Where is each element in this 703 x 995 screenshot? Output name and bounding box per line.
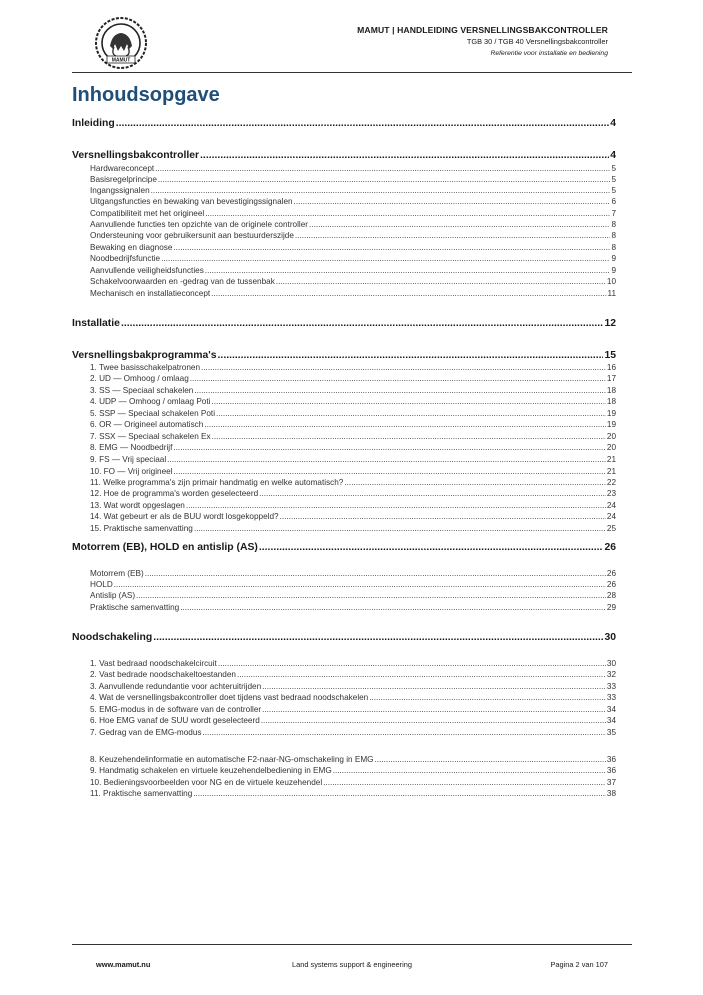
- toc-entry-title: 1. Twee basisschakelpatronen: [90, 363, 200, 372]
- toc-entry-title: Motorrem (EB): [90, 569, 144, 578]
- footer-divider: [72, 944, 632, 945]
- toc-entry-page: 8: [611, 231, 616, 240]
- toc-entry-page: 7: [611, 209, 616, 218]
- toc-entry-title: Ondersteuning voor gebruikersunit aan bestuurderszijde: [90, 231, 294, 240]
- toc-entry-title: 7. Gedrag van de EMG-modus: [90, 728, 202, 737]
- toc-dot-leader: [259, 489, 606, 498]
- toc-entry-title: 9. Handmatig schakelen en virtuele keuzehendelbediening in EMG: [90, 766, 332, 775]
- toc-entry-page: 11: [607, 289, 616, 298]
- toc-entry-page: 5: [611, 175, 616, 184]
- toc-dot-leader: [180, 603, 606, 612]
- toc-section-entry[interactable]: [90, 266, 616, 275]
- toc-dot-leader: [333, 766, 606, 775]
- toc-section-entry[interactable]: [90, 397, 616, 406]
- toc-dot-leader: [259, 542, 604, 553]
- toc-entry-page: 6: [611, 197, 616, 206]
- toc-dot-leader: [205, 266, 611, 275]
- toc-dot-leader: [237, 670, 606, 679]
- toc-entry-title: 3. Aanvullende redundantie voor achteruitrijden: [90, 682, 262, 691]
- toc-entry-page: 18: [606, 397, 616, 406]
- toc-chapter-entry[interactable]: [72, 632, 616, 643]
- toc-entry-page: 15: [604, 350, 616, 361]
- document-subtitle: TGB 30 / TGB 40 Versnellingsbakcontroller: [466, 37, 608, 46]
- toc-section-entry[interactable]: [90, 175, 616, 184]
- toc-section-entry[interactable]: [90, 478, 616, 487]
- toc-dot-leader: [173, 243, 610, 252]
- footer-website-link[interactable]: www.mamut.nu: [96, 960, 151, 969]
- footer-page-number: Pagina 2 van 107: [550, 960, 608, 969]
- toc-entry-title: 12. Hoe de programma's worden geselecteerd: [90, 489, 259, 498]
- toc-section-entry[interactable]: [90, 186, 616, 195]
- toc-chapter-entry[interactable]: [72, 350, 616, 361]
- toc-entry-title: Antislip (AS): [90, 591, 136, 600]
- toc-dot-leader: [203, 728, 606, 737]
- document-subtitle-2: Referentie voor installatie en bediening: [490, 50, 608, 57]
- toc-section-entry[interactable]: [90, 374, 616, 383]
- toc-entry-title: 8. EMG — Noodbedrijf: [90, 443, 173, 452]
- toc-dot-leader: [323, 778, 606, 787]
- toc-dot-leader: [121, 318, 604, 329]
- toc-entry-title: Ingangssignalen: [90, 186, 150, 195]
- toc-section-entry[interactable]: [90, 705, 616, 714]
- toc-section-entry[interactable]: [90, 682, 616, 691]
- toc-entry-page: 26: [604, 542, 616, 553]
- toc-chapter-entry[interactable]: [72, 318, 616, 329]
- toc-entry-page: 16: [606, 363, 616, 372]
- toc-entry-title: 8. Keuzehendelinformatie en automatische F2-naar-NG-omschakeling in EMG: [90, 755, 374, 764]
- toc-section-entry[interactable]: [90, 164, 616, 173]
- toc-entry-page: 12: [604, 318, 616, 329]
- toc-entry-title: 6. OR — Origineel automatisch: [90, 420, 204, 429]
- toc-dot-leader: [153, 632, 603, 643]
- toc-section-entry[interactable]: [90, 489, 616, 498]
- toc-section-entry[interactable]: [90, 778, 616, 787]
- toc-dot-leader: [155, 164, 610, 173]
- toc-entry-page: 18: [606, 386, 616, 395]
- toc-dot-leader: [344, 478, 606, 487]
- toc-section-entry[interactable]: [90, 716, 616, 725]
- toc-entry-title: Mechanisch en installatieconcept: [90, 289, 211, 298]
- toc-entry-page: 22: [606, 478, 616, 487]
- toc-dot-leader: [158, 175, 611, 184]
- toc-entry-title: 11. Praktische samenvatting: [90, 789, 193, 798]
- toc-entry-page: 32: [606, 670, 616, 679]
- toc-entry-page: 36: [606, 766, 616, 775]
- toc-dot-leader: [211, 289, 606, 298]
- toc-entry-title: 6. Hoe EMG vanaf de SUU wordt geselecteerd: [90, 716, 260, 725]
- toc-entry-title: Aanvullende functies ten opzichte van de originele controller: [90, 220, 309, 229]
- toc-entry-title: Schakelvoorwaarden en -gedrag van de tussenbak: [90, 277, 275, 286]
- toc-dot-leader: [261, 716, 606, 725]
- toc-entry-title: 4. Wat de versnellingsbakcontroller doet tijdens vast bedraad noodschakelen: [90, 693, 369, 702]
- toc-entry-title: Noodbedrijfsfunctie: [90, 254, 161, 263]
- toc-entry-title: Uitgangsfuncties en bewaking van bevestigingssignalen: [90, 197, 293, 206]
- toc-section-entry[interactable]: [90, 254, 616, 263]
- toc-entry-page: 8: [611, 220, 616, 229]
- toc-entry-title: 15. Praktische samenvatting: [90, 524, 193, 533]
- toc-entry-page: 28: [606, 591, 616, 600]
- toc-dot-leader: [218, 350, 604, 361]
- toc-section-entry[interactable]: [90, 220, 616, 229]
- toc-section-entry[interactable]: [90, 363, 616, 372]
- toc-dot-leader: [174, 467, 606, 476]
- toc-entry-page: 20: [606, 443, 616, 452]
- toc-heading: Inhoudsopgave: [72, 84, 220, 106]
- toc-entry-page: 24: [606, 512, 616, 521]
- toc-dot-leader: [276, 277, 606, 286]
- toc-chapter-entry[interactable]: [72, 542, 616, 553]
- toc-entry-title: 4. UDP — Omhoog / omlaag Poti: [90, 397, 211, 406]
- toc-section-entry[interactable]: [90, 277, 616, 286]
- toc-dot-leader: [369, 693, 606, 702]
- toc-entry-page: 20: [606, 432, 616, 441]
- toc-entry-title: 9. FS — Vrij speciaal: [90, 455, 167, 464]
- toc-entry-title: Inleiding: [72, 118, 115, 129]
- toc-entry-page: 30: [604, 632, 616, 643]
- toc-dot-leader: [194, 386, 606, 395]
- toc-section-entry[interactable]: [90, 386, 616, 395]
- toc-dot-leader: [145, 569, 606, 578]
- toc-section-entry[interactable]: [90, 755, 616, 764]
- toc-entry-page: 33: [606, 693, 616, 702]
- toc-dot-leader: [216, 409, 606, 418]
- toc-entry-page: 37: [606, 778, 616, 787]
- toc-entry-page: 30: [606, 659, 616, 668]
- toc-entry-title: Versnellingsbakprogramma's: [72, 350, 217, 361]
- toc-entry-page: 19: [606, 420, 616, 429]
- toc-section-entry[interactable]: [90, 409, 616, 418]
- toc-entry-title: Bewaking en diagnose: [90, 243, 173, 252]
- toc-section-entry[interactable]: [90, 670, 616, 679]
- toc-entry-title: 2. Vast bedrade noodschakeltoestanden: [90, 670, 236, 679]
- toc-section-entry[interactable]: [90, 693, 616, 702]
- toc-section-entry[interactable]: [90, 512, 616, 521]
- toc-dot-leader: [201, 363, 606, 372]
- toc-section-entry[interactable]: [90, 591, 616, 600]
- toc-dot-leader: [193, 789, 606, 798]
- toc-chapter-entry[interactable]: [72, 118, 616, 129]
- toc-section-entry[interactable]: [90, 209, 616, 218]
- toc-dot-leader: [280, 512, 606, 521]
- toc-entry-title: 3. SS — Speciaal schakelen: [90, 386, 194, 395]
- toc-section-entry[interactable]: [90, 432, 616, 441]
- toc-dot-leader: [151, 186, 611, 195]
- toc-entry-page: 17: [606, 374, 616, 383]
- toc-entry-title: Basisregelprincipe: [90, 175, 157, 184]
- toc-dot-leader: [114, 580, 606, 589]
- toc-entry-page: 29: [606, 603, 616, 612]
- toc-entry-title: 1. Vast bedraad noodschakelcircuit: [90, 659, 217, 668]
- toc-entry-page: 10: [606, 277, 616, 286]
- toc-section-entry[interactable]: [90, 289, 616, 298]
- toc-dot-leader: [205, 209, 610, 218]
- toc-dot-leader: [190, 374, 606, 383]
- toc-entry-page: 9: [611, 266, 616, 275]
- logo-text: MAMUT: [111, 57, 131, 64]
- toc-dot-leader: [200, 150, 609, 161]
- toc-dot-leader: [204, 420, 606, 429]
- toc-section-entry[interactable]: [90, 766, 616, 775]
- toc-dot-leader: [295, 231, 611, 240]
- toc-entry-page: 38: [606, 789, 616, 798]
- toc-dot-leader: [375, 755, 606, 764]
- toc-entry-title: 10. FO — Vrij origineel: [90, 467, 173, 476]
- toc-dot-leader: [262, 682, 606, 691]
- toc-section-entry[interactable]: [90, 420, 616, 429]
- toc-entry-page: 8: [611, 243, 616, 252]
- toc-section-entry[interactable]: [90, 789, 616, 798]
- toc-dot-leader: [167, 455, 606, 464]
- toc-entry-page: 35: [606, 728, 616, 737]
- toc-entry-page: 23: [606, 489, 616, 498]
- toc-entry-title: 11. Welke programma's zijn primair handmatig en welke automatisch?: [90, 478, 344, 487]
- toc-entry-title: 2. UD — Omhoog / omlaag: [90, 374, 189, 383]
- toc-entry-page: 9: [611, 254, 616, 263]
- toc-dot-leader: [294, 197, 611, 206]
- toc-entry-page: 21: [606, 467, 616, 476]
- toc-entry-title: Hardwareconcept: [90, 164, 155, 173]
- toc-entry-title: Noodschakeling: [72, 632, 153, 643]
- toc-entry-page: 26: [606, 580, 616, 589]
- toc-entry-page: 33: [606, 682, 616, 691]
- toc-chapter-entry[interactable]: [72, 150, 616, 161]
- toc-entry-title: Installatie: [72, 318, 120, 329]
- toc-entry-page: 36: [606, 755, 616, 764]
- toc-entry-page: 5: [611, 164, 616, 173]
- toc-entry-title: 10. Bedieningsvoorbeelden voor NG en de virtuele keuzehendel: [90, 778, 323, 787]
- toc-entry-page: 4: [610, 150, 616, 161]
- toc-entry-page: 5: [611, 186, 616, 195]
- footer-tagline: Land systems support & engineering: [292, 960, 412, 969]
- toc-entry-page: 25: [606, 524, 616, 533]
- toc-section-entry[interactable]: [90, 231, 616, 240]
- toc-entry-title: 5. SSP — Speciaal schakelen Poti: [90, 409, 216, 418]
- toc-dot-leader: [186, 501, 606, 510]
- toc-dot-leader: [194, 524, 606, 533]
- toc-entry-page: 34: [606, 716, 616, 725]
- toc-dot-leader: [262, 705, 606, 714]
- toc-section-entry[interactable]: [90, 659, 616, 668]
- toc-entry-page: 34: [606, 705, 616, 714]
- toc-entry-title: Compatibiliteit met het origineel: [90, 209, 205, 218]
- toc-section-entry[interactable]: [90, 467, 616, 476]
- toc-dot-leader: [173, 443, 606, 452]
- toc-section-entry[interactable]: [90, 728, 616, 737]
- document-title: MAMUT | HANDLEIDING VERSNELLINGSBAKCONTROLLER: [357, 25, 608, 35]
- toc-entry-page: 19: [606, 409, 616, 418]
- toc-section-entry[interactable]: [90, 524, 616, 533]
- toc-entry-page: 4: [610, 118, 616, 129]
- toc-entry-title: 13. Wat wordt opgeslagen: [90, 501, 185, 510]
- toc-dot-leader: [218, 659, 606, 668]
- toc-entry-title: Praktische samenvatting: [90, 603, 180, 612]
- toc-section-entry[interactable]: [90, 501, 616, 510]
- toc-entry-title: 14. Wat gebeurt er als de BUU wordt losgekoppeld?: [90, 512, 279, 521]
- toc-entry-page: 24: [606, 501, 616, 510]
- toc-section-entry[interactable]: [90, 443, 616, 452]
- toc-section-entry[interactable]: [90, 580, 616, 589]
- toc-entry-title: 5. EMG-modus in de software van de controller: [90, 705, 262, 714]
- table-of-contents: [72, 0, 616, 995]
- toc-entry-title: HOLD: [90, 580, 113, 589]
- toc-entry-page: 21: [606, 455, 616, 464]
- toc-dot-leader: [211, 397, 605, 406]
- toc-section-entry[interactable]: [90, 243, 616, 252]
- toc-entry-title: 7. SSX — Speciaal schakelen Ex: [90, 432, 211, 441]
- toc-entry-page: 26: [606, 569, 616, 578]
- toc-entry-title: Versnellingsbakcontroller: [72, 150, 200, 161]
- toc-section-entry[interactable]: [90, 569, 616, 578]
- toc-section-entry[interactable]: [90, 197, 616, 206]
- toc-section-entry[interactable]: [90, 455, 616, 464]
- toc-dot-leader: [116, 118, 610, 129]
- toc-dot-leader: [212, 432, 606, 441]
- toc-dot-leader: [136, 591, 606, 600]
- toc-section-entry[interactable]: [90, 603, 616, 612]
- toc-dot-leader: [161, 254, 610, 263]
- toc-entry-title: Aanvullende veiligheidsfuncties: [90, 266, 204, 275]
- toc-entry-title: Motorrem (EB), HOLD en antislip (AS): [72, 542, 258, 553]
- toc-dot-leader: [309, 220, 610, 229]
